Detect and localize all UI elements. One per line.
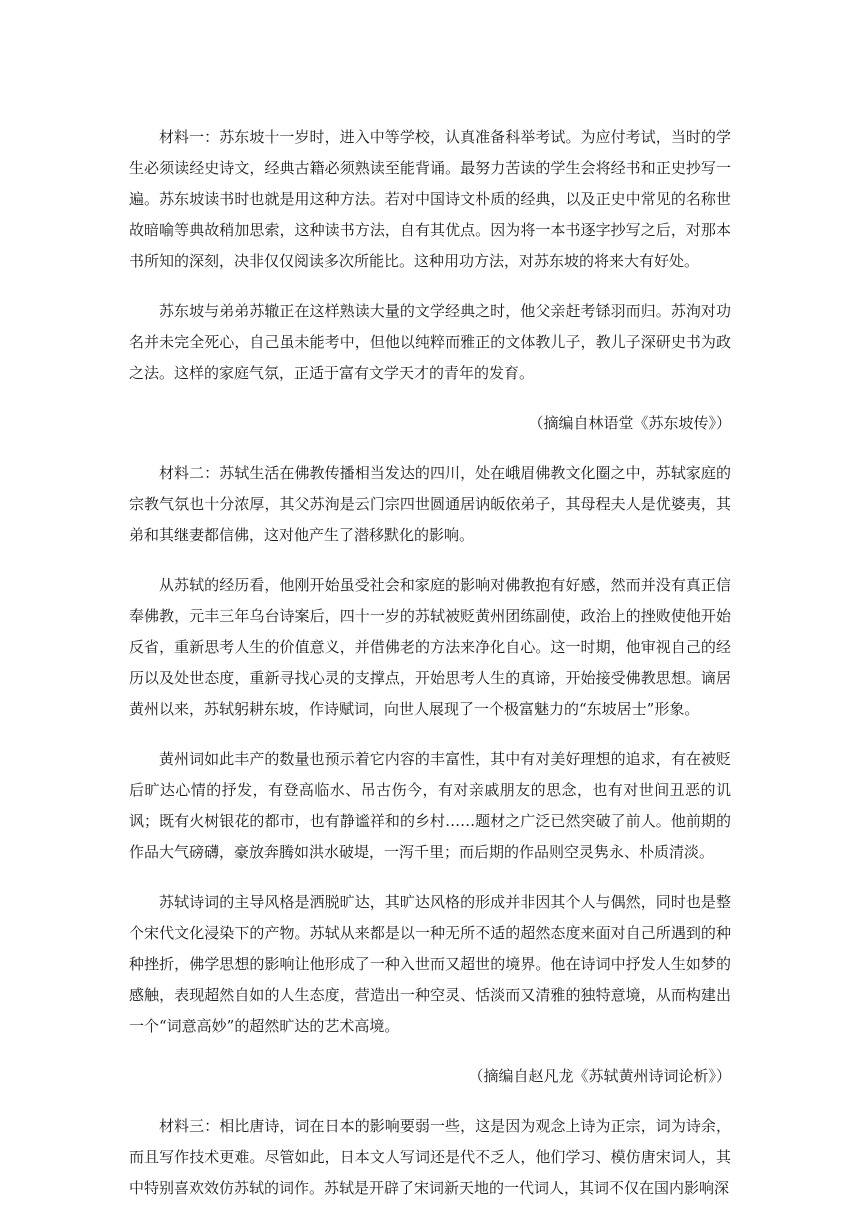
document-body: [129, 122, 731, 1204]
source-citation-lin-yutang: （摘编自林语堂《苏东坡传》）: [528, 414, 731, 432]
paragraph-su-style: 苏轼诗词的主导风格是洒脱旷达，其旷达风格的形成并非因其个人与偶然，同时也是整个宋代文化浸染下的产物。苏轼从来都是以一种无所不适的超然态度来面对自己所遇到的种种挫折，佛学思想的影响让他形成了一种入世而又超世的境界。他在诗词中抒发人生如梦的感触，表现超然自如的人生态度，营造出一种空灵、恬淡而又清雅的独特意境，从而构建出一个“词意高妙”的超然旷达的艺术高境。: [129, 893, 731, 1035]
paragraph-su-experience: 从苏轼的经历看，他刚开始虽受社会和家庭的影响对佛教抱有好感，然而并没有真正信奉佛教，元丰三年乌台诗案后，四十一岁的苏轼被贬黄州团练副使，政治上的挫败使他开始反省，重新思考人生的价值意义，并借佛老的方法来净化自心。这一时期，他审视自己的经历以及处世态度，重新寻找心灵的支撑点，开始思考人生的真谛，开始接受佛教思想。谪居黄州以来，苏轼躬耕东坡，作诗赋词，向世人展现了一个极富魅力的“东坡居士”形象。: [129, 576, 731, 718]
paragraph-huangzhou-ci: 黄州词如此丰产的数量也预示着它内容的丰富性，其中有对美好理想的追求，有在被贬后旷达心情的抒发，有登高临水、吊古伤今，有对亲戚朋友的思念，也有对世间丑恶的讥讽；既有火树银花的都市，也有静谧祥和的乡村……题材之广泛已然突破了前人。他前期的作品大气磅礴，豪放奔腾如洪水破堤，一泻千里；而后期的作品则空灵隽永、朴质清淡。: [129, 750, 731, 861]
source-citation-zhao-fanlong: （摘编自赵凡龙《苏轼黄州诗词论析》）: [468, 1067, 731, 1085]
paragraph-material-three: 材料三：相比唐诗，词在日本的影响要弱一些，这是因为观念上诗为正宗，词为诗余，而且写作技术更难。尽管如此，日本文人写词还是代不乏人，他们学习、模仿唐宋词人，其中特别喜欢效仿苏轼的词作。苏轼是开辟了宋词新天地的一代词人，其词不仅在国内影响深: [129, 1117, 731, 1197]
paragraph-material-two: 材料二：苏轼生活在佛教传播相当发达的四川，处在峨眉佛教文化圈之中，苏轼家庭的宗教气氛也十分浓厚，其父苏洵是云门宗四世圆通居讷皈依弟子，其母程夫人是优婆夷，其弟和其继妻都信佛，这对他产生了潜移默化的影响。: [129, 464, 731, 544]
paragraph-su-family: 苏东坡与弟弟苏辙正在这样熟读大量的文学经典之时，他父亲赶考铩羽而归。苏洵对功名并未完全死心，自己虽未能考中，但他以纯粹而雅正的文体教儿子，教儿子深研史书为政之法。这样的家庭气氛，正适于富有文学天才的青年的发育。: [129, 302, 731, 382]
paragraph-material-one: 材料一：苏东坡十一岁时，进入中等学校，认真准备科举考试。为应付考试，当时的学生必须读经史诗文，经典古籍必须熟读至能背诵。最努力苦读的学生会将经书和正史抄写一遍。苏东坡读书时也就是用这种方法。若对中国诗文朴质的经典，以及正史中常见的名称世故暗喻等典故稍加思索，这种读书方法，自有其优点。因为将一本书逐字抄写之后，对那本书所知的深刻，决非仅仅阅读多次所能比。这种用功方法，对苏东坡的将来大有好处。: [129, 128, 731, 270]
